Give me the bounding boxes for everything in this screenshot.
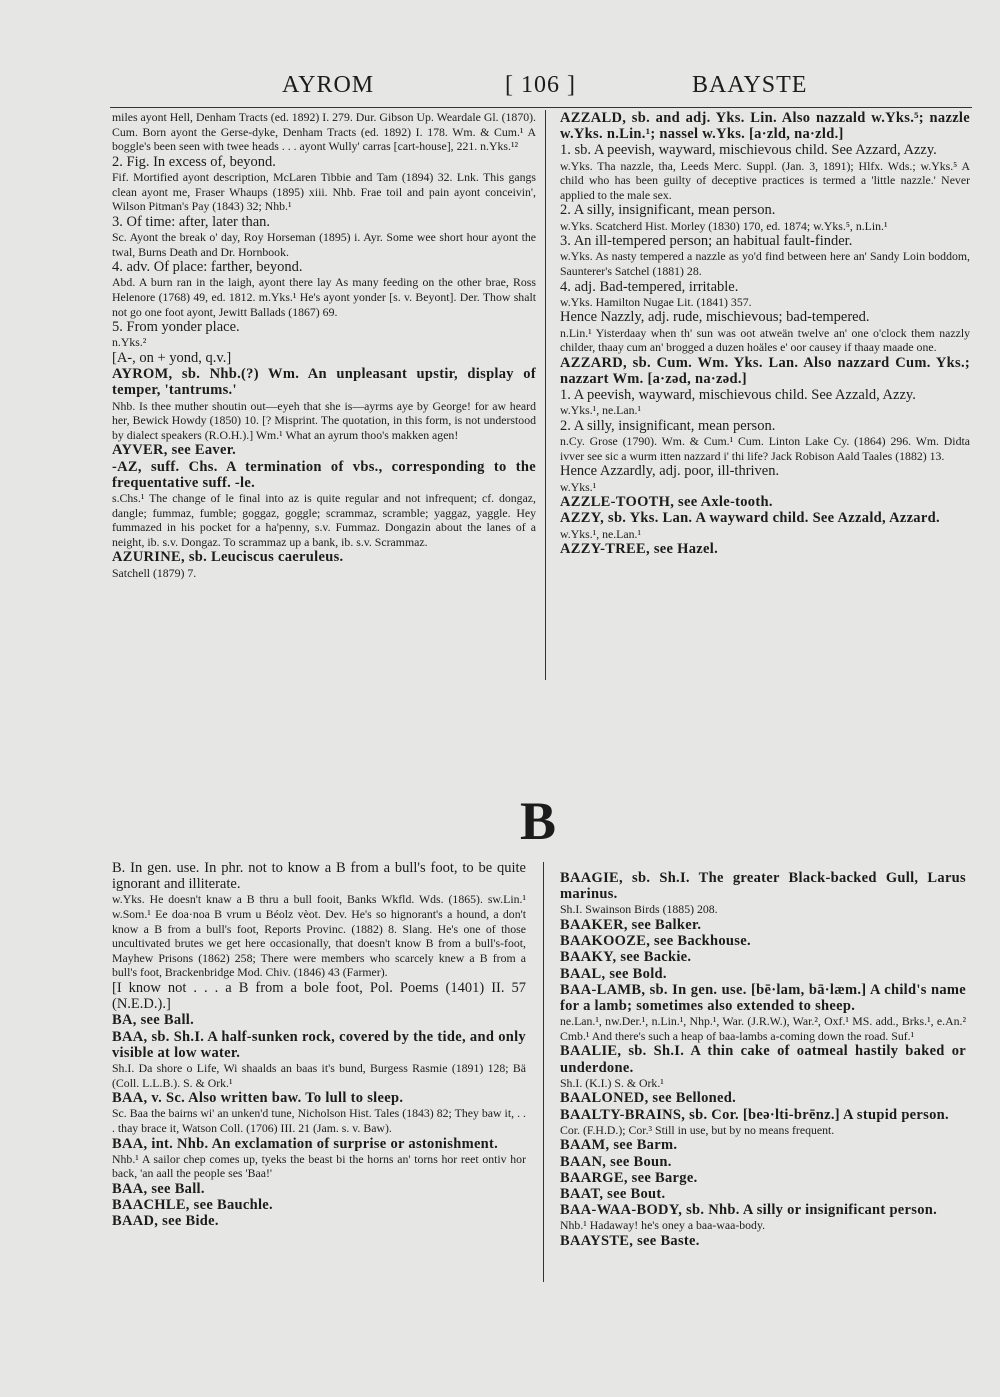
- entry-text: Abd. A burn ran in the laigh, ayont there lay As many feeding on the other brae, Ross Helenore (1768) 49, ed. 1812. m.Yks.¹ He's ayont yonder [s. v. Beyont]. Der. Thow shalt not go one foot ayont, Jewitt Ballads (1867) 69.: [112, 275, 536, 319]
- headword-entry: BAAKOOZE, see Backhouse.: [560, 933, 751, 950]
- column-divider-top: [545, 110, 546, 680]
- entry-text: Fif. Mortified ayont description, McLaren Tibbie and Tam (1894) 32. Lnk. This gangs clean ayont me, Fraser Whaups (1895) xiii. Nhb. Frae toil and pain ayont conceivin', Wilson Pitman's Pay (1843) 32; Nhb.¹: [112, 169, 536, 214]
- headword-entry: BAAM, see Barm.: [560, 1137, 678, 1154]
- column-b-bottom: [560, 870, 966, 1249]
- headword-entry: BAAGIE, sb. Sh.I. The greater Black-backed Gull, Larus marinus.: [560, 870, 966, 903]
- headword-entry: -AZ, suff. Chs. A termination of vbs., corresponding to the frequentative suff. -le.: [112, 458, 536, 491]
- entry-text: Nhb.¹ A sailor chep comes up, tyeks the beast bi the horns an' torns hor reet ontiv hor back, 'an aall the people ses 'Baa!': [112, 1151, 526, 1181]
- entry-text: Sh.I. Da shore o Life, Wi shaalds an baas it's bund, Burgess Rasmie (1891) 128; Bä (Coll. L.L.B.). S. & Ork.¹: [112, 1060, 526, 1090]
- headword-entry: BA, see Ball.: [112, 1012, 195, 1029]
- sense-line: 4. adj. Bad-tempered, irritable.: [560, 278, 739, 295]
- column-a-top: [112, 110, 536, 580]
- entry-text: w.Yks. He doesn't knaw a B thru a bull fooit, Banks Wkfld. Wds. (1865). sw.Lin.¹ w.Som.¹ Ee doa·noa B vrum u Béolz vèot. Dev. He's so hignorant's a hound, a don't know a B from a bull's foot, Reports Provinc. (1882) 8. Slang. He's one of those uncultivated brutes we get here occasionally, that doesn't know B from a bull's-foot, Mayhew Prisons (1862) 258; There were members who scarcely knew a B from a bull's foot, Brackenbridge Mod. Chiv. (1846) 43 (Farmer).: [112, 892, 526, 980]
- entry-text: n.Yks.²: [112, 335, 147, 350]
- headword-entry: AYVER, see Eaver.: [112, 442, 237, 459]
- entry-text: w.Yks.¹: [560, 479, 597, 494]
- entry-text: n.Cy. Grose (1790). Wm. & Cum.¹ Cum. Linton Lake Cy. (1864) 296. Wm. Didta ivver see sic a wurm itten nazzard i' thi life? Jack Robison Aald Taales (1882) 13.: [560, 434, 970, 463]
- headword-entry: BAAKY, see Backie.: [560, 949, 692, 966]
- headword-entry: AZURINE, sb. Leuciscus caeruleus.: [112, 549, 344, 566]
- headword-entry: BAAN, see Boun.: [560, 1153, 672, 1170]
- headword-entry: B. In gen. use. In phr. not to know a B from a bull's foot, to be quite ignorant and illiterate.: [112, 860, 526, 893]
- entry-text: s.Chs.¹ The change of le final into az is quite regular and not infrequent; cf. dongaz, dangle; fummaz, fumble; goggaz, goggle; scrammaz, scramble; yaggaz, yaggle. Hey fummazed in his pocket for a ha'penny, s.v. Fummaz. Dongazin about the lanes of a neight, ib. s.v. Dongaz. To scrammaz up a bank, ib. s.v. Scrammaz.: [112, 490, 536, 549]
- headword-entry: BAA, int. Nhb. An exclamation of surprise or astonishment.: [112, 1135, 499, 1152]
- headword-entry: BAAKER, see Balker.: [560, 917, 702, 933]
- entry-text: w.Yks. Scatcherd Hist. Morley (1830) 170, ed. 1874; w.Yks.⁵, n.Lin.¹: [560, 218, 888, 233]
- etymology: [I know not . . . a B from a bole foot, Pol. Poems (1401) II. 57 (N.E.D.).]: [112, 979, 526, 1013]
- sense-line: Hence Nazzly, adj. rude, mischievous; bad-tempered.: [560, 309, 870, 326]
- headword-entry: BAA, v. Sc. Also written baw. To lull to sleep.: [112, 1090, 404, 1107]
- sense-line: 2. A silly, insignificant, mean person.: [560, 417, 776, 434]
- header-rule: [110, 107, 972, 108]
- entry-text: Sc. Baa the bairns wi' an unken'd tune, Nicholson Hist. Tales (1843) 82; They baw it, . . . thay brace it, Watson Coll. (1706) III. 21 (Jam. s. v. Baw).: [112, 1106, 526, 1135]
- headword-entry: AZZARD, sb. Cum. Wm. Yks. Lan. Also nazzard Cum. Yks.; nazzart Wm. [a·zəd, na·zəd.]: [560, 354, 970, 387]
- section-letter: B: [520, 791, 557, 851]
- headword-entry: AZZLE-TOOTH, see Axle-tooth.: [560, 494, 773, 511]
- headword-entry: AZZY, sb. Yks. Lan. A wayward child. See Azzald, Azzard.: [560, 510, 940, 527]
- headword-entry: AZZY-TREE, see Hazel.: [560, 541, 719, 558]
- headword-entry: BAALONED, see Belloned.: [560, 1090, 737, 1107]
- column-divider-bottom: [543, 862, 544, 1282]
- headword-entry: AZZALD, sb. and adj. Yks. Lin. Also nazzald w.Yks.⁵; nazzle w.Yks. n.Lin.¹; nassel w.Yks. [a·zld, na·zld.]: [560, 110, 970, 143]
- entry-text: n.Lin.¹ Yisterdaay when th' sun was oot atweän twelve an' one o'clock them nazzly childer, thaay cum an' brogged a duzen hoäles e' oor causey if thaay maade one.: [560, 325, 970, 355]
- headword-entry: BAA-WAA-BODY, sb. Nhb. A silly or insignificant person.: [560, 1202, 938, 1219]
- entry-text: w.Yks.¹, ne.Lan.¹: [560, 403, 642, 418]
- etymology: [A-, on + yond, q.v.]: [112, 349, 232, 366]
- headword-entry: BAAL, see Bold.: [560, 965, 667, 982]
- page-number: [ 106 ]: [505, 72, 576, 98]
- entry-text: Sh.I. (K.I.) S. & Ork.¹: [560, 1075, 664, 1090]
- header-right-guideword: BAAYSTE: [692, 72, 808, 98]
- headword-entry: BAAYSTE, see Baste.: [560, 1233, 700, 1250]
- headword-entry: BAA-LAMB, sb. In gen. use. [bē·lam, bā·læm.] A child's name for a lamb; sometimes also extended to sheep.: [560, 981, 966, 1015]
- sense-line: 3. Of time: after, later than.: [112, 213, 271, 230]
- header-left-guideword: AYROM: [282, 72, 375, 98]
- entry-text: w.Yks. Tha nazzle, tha, Leeds Merc. Suppl. (Jan. 3, 1891); Hlfx. Wds.; w.Yks.⁵ A child who has been guilty of deceptive practices is termed a 'little nazzle.' Never applied to the male sex.: [560, 158, 970, 202]
- entry-text: miles ayont Hell, Denham Tracts (ed. 1892) I. 279. Dur. Gibson Up. Weardale Gl. (1870). Cum. Born ayont the Gerse-dyke, Denham Tracts (ed. 1892) I. 178. Wm. & Cum.¹ A boggle's been seen with twee heads . . . ayont Wully' carras [cart-house], 221. n.Yks.¹²: [112, 110, 536, 154]
- entry-text: Nhb.¹ Hadaway! he's oney a baa-waa-body.: [560, 1218, 766, 1233]
- column-a-bottom: [112, 860, 526, 1230]
- entry-text: Cor. (F.H.D.); Cor.³ Still in use, but by no means frequent.: [560, 1122, 835, 1137]
- entry-text: w.Yks.¹, ne.Lan.¹: [560, 526, 642, 541]
- entry-text: Satchell (1879) 7.: [112, 565, 197, 580]
- headword-entry: BAARGE, see Barge.: [560, 1169, 698, 1186]
- headword-entry: BAALIE, sb. Sh.I. A thin cake of oatmeal hastily baked or underdone.: [560, 1043, 966, 1076]
- sense-line: 3. An ill-tempered person; an habitual fault-finder.: [560, 233, 853, 250]
- sense-line: 4. adv. Of place: farther, beyond.: [112, 259, 303, 276]
- headword-entry: BAAD, see Bide.: [112, 1213, 219, 1230]
- headword-entry: BAA, sb. Sh.I. A half-sunken rock, covered by the tide, and only visible at low water.: [112, 1028, 526, 1061]
- entry-text: w.Yks. Hamilton Nugae Lit. (1841) 357.: [560, 294, 752, 309]
- sense-line: 2. A silly, insignificant, mean person.: [560, 202, 776, 219]
- sense-line: 1. A peevish, wayward, mischievous child. See Azzald, Azzy.: [560, 387, 916, 404]
- sense-line: 5. From yonder place.: [112, 319, 240, 336]
- sense-line: Hence Azzardly, adj. poor, ill-thriven.: [560, 463, 780, 480]
- entry-text: ne.Lan.¹, nw.Der.¹, n.Lin.¹, Nhp.¹, War. (J.R.W.), War.², Oxf.¹ MS. add., Brks.¹, e.An.² Cmb.¹ And there's such a heap of baa-lambs a-coming down the road. Suf.¹: [560, 1014, 966, 1043]
- headword-entry: BAAT, see Bout.: [560, 1186, 666, 1203]
- entry-text: w.Yks. As nasty tempered a nazzle as yo'd find between here an' Sandy Loin boddom, Saunterer's Satchel (1881) 28.: [560, 249, 970, 278]
- column-b-top: [560, 110, 970, 557]
- headword-entry: BAALTY-BRAINS, sb. Cor. [beə·lti-brēnz.] A stupid person.: [560, 1106, 949, 1123]
- entry-text: Sh.I. Swainson Birds (1885) 208.: [560, 902, 718, 917]
- headword-entry: AYROM, sb. Nhb.(?) Wm. An unpleasant upstir, display of temper, 'tantrums.': [112, 366, 536, 399]
- sense-line: 2. Fig. In excess of, beyond.: [112, 153, 276, 170]
- headword-entry: BAACHLE, see Bauchle.: [112, 1197, 273, 1214]
- sense-line: 1. sb. A peevish, wayward, mischievous child. See Azzard, Azzy.: [560, 142, 937, 159]
- entry-text: Sc. Ayont the break o' day, Roy Horseman (1895) i. Ayr. Some wee short hour ayont the twal, Burns Death and Dr. Hornbook.: [112, 229, 536, 259]
- headword-entry: BAA, see Ball.: [112, 1180, 205, 1197]
- entry-text: Nhb. Is thee muther shoutin out—eyeh that she is—ayrms aye by George! for aw heard her, Bewick Howdy (1850) 10. [? Misprint. The quotation, in this form, is not understood by dialect speakers (R.O.H.).] Wm.¹ What an ayrum thoo's makken agen!: [112, 398, 536, 442]
